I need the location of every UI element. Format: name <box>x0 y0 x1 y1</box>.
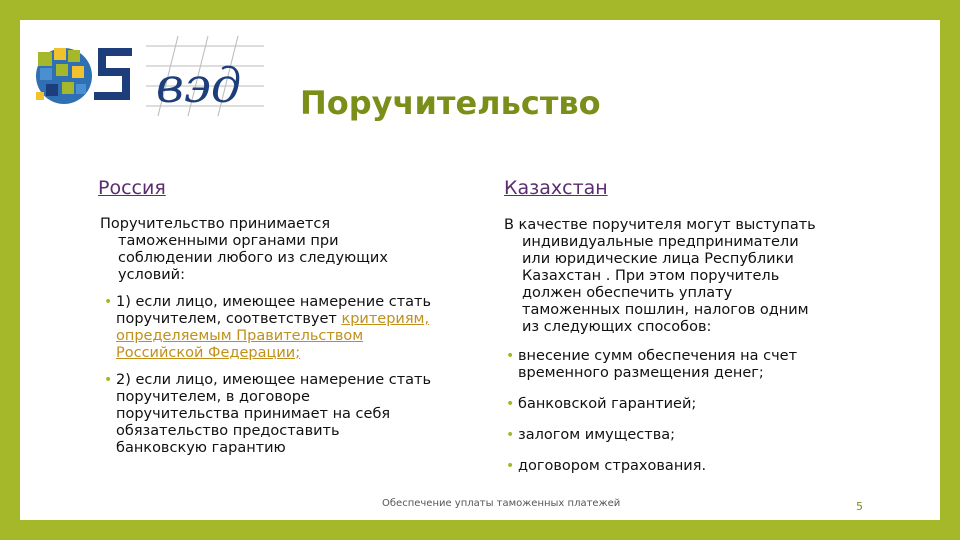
criteria-link[interactable]: критериям, <box>341 311 430 327</box>
kazakhstan-bullet-1: • внесение сумм обеспечения на счет временного размещения денег; <box>506 348 798 381</box>
russia-bullet-2: • 2) если лицо, имеющее намерение стать поручителем, в договоре поручительства принимает на себя обязательство предоставить банковскую гарантию <box>104 372 432 456</box>
slide <box>20 20 940 520</box>
bullet-icon: • <box>506 348 515 364</box>
kazakhstan-bullet-4: • договором страхования. <box>506 458 707 474</box>
logo <box>28 26 268 138</box>
globe-icon <box>36 48 92 104</box>
criteria-link-line-3[interactable]: Российской Федерации; <box>116 345 301 361</box>
digit-five-icon <box>94 48 132 100</box>
kazakhstan-intro: В качестве поручителя могут выступать индивидуальные предприниматели или юридические лица Республики Казахстан . При этом поручитель должен обеспечить уплату таможенных пошлин, налогов одним из следующих способов: <box>504 217 816 335</box>
page-number: 5 <box>856 500 863 513</box>
bullet-icon: • <box>506 458 515 474</box>
kazakhstan-bullet-3: • залогом имущества; <box>506 427 676 443</box>
bullet-icon: • <box>104 372 113 388</box>
russia-heading: Россия <box>98 177 166 199</box>
logo-script: вэд <box>156 58 242 114</box>
slide-title: Поручительство <box>300 84 601 122</box>
bullet-icon: • <box>506 396 515 412</box>
kazakhstan-bullet-2: • банковской гарантией; <box>506 396 697 412</box>
kazakhstan-heading: Казахстан <box>504 177 608 199</box>
bullet-icon: • <box>506 427 515 443</box>
russia-intro: Поручительство принимается таможенными органами при соблюдении любого из следующих условий: <box>100 216 388 283</box>
russia-bullet-1: • 1) если лицо, имеющее намерение стать поручителем, соответствует критериям, определяемым Правительством Российской Федерации; <box>116 294 466 362</box>
footer-text: Обеспечение уплаты таможенных платежей <box>382 498 621 509</box>
criteria-link-line-2[interactable]: определяемым Правительством <box>116 328 364 344</box>
bullet-icon: • <box>104 294 113 310</box>
